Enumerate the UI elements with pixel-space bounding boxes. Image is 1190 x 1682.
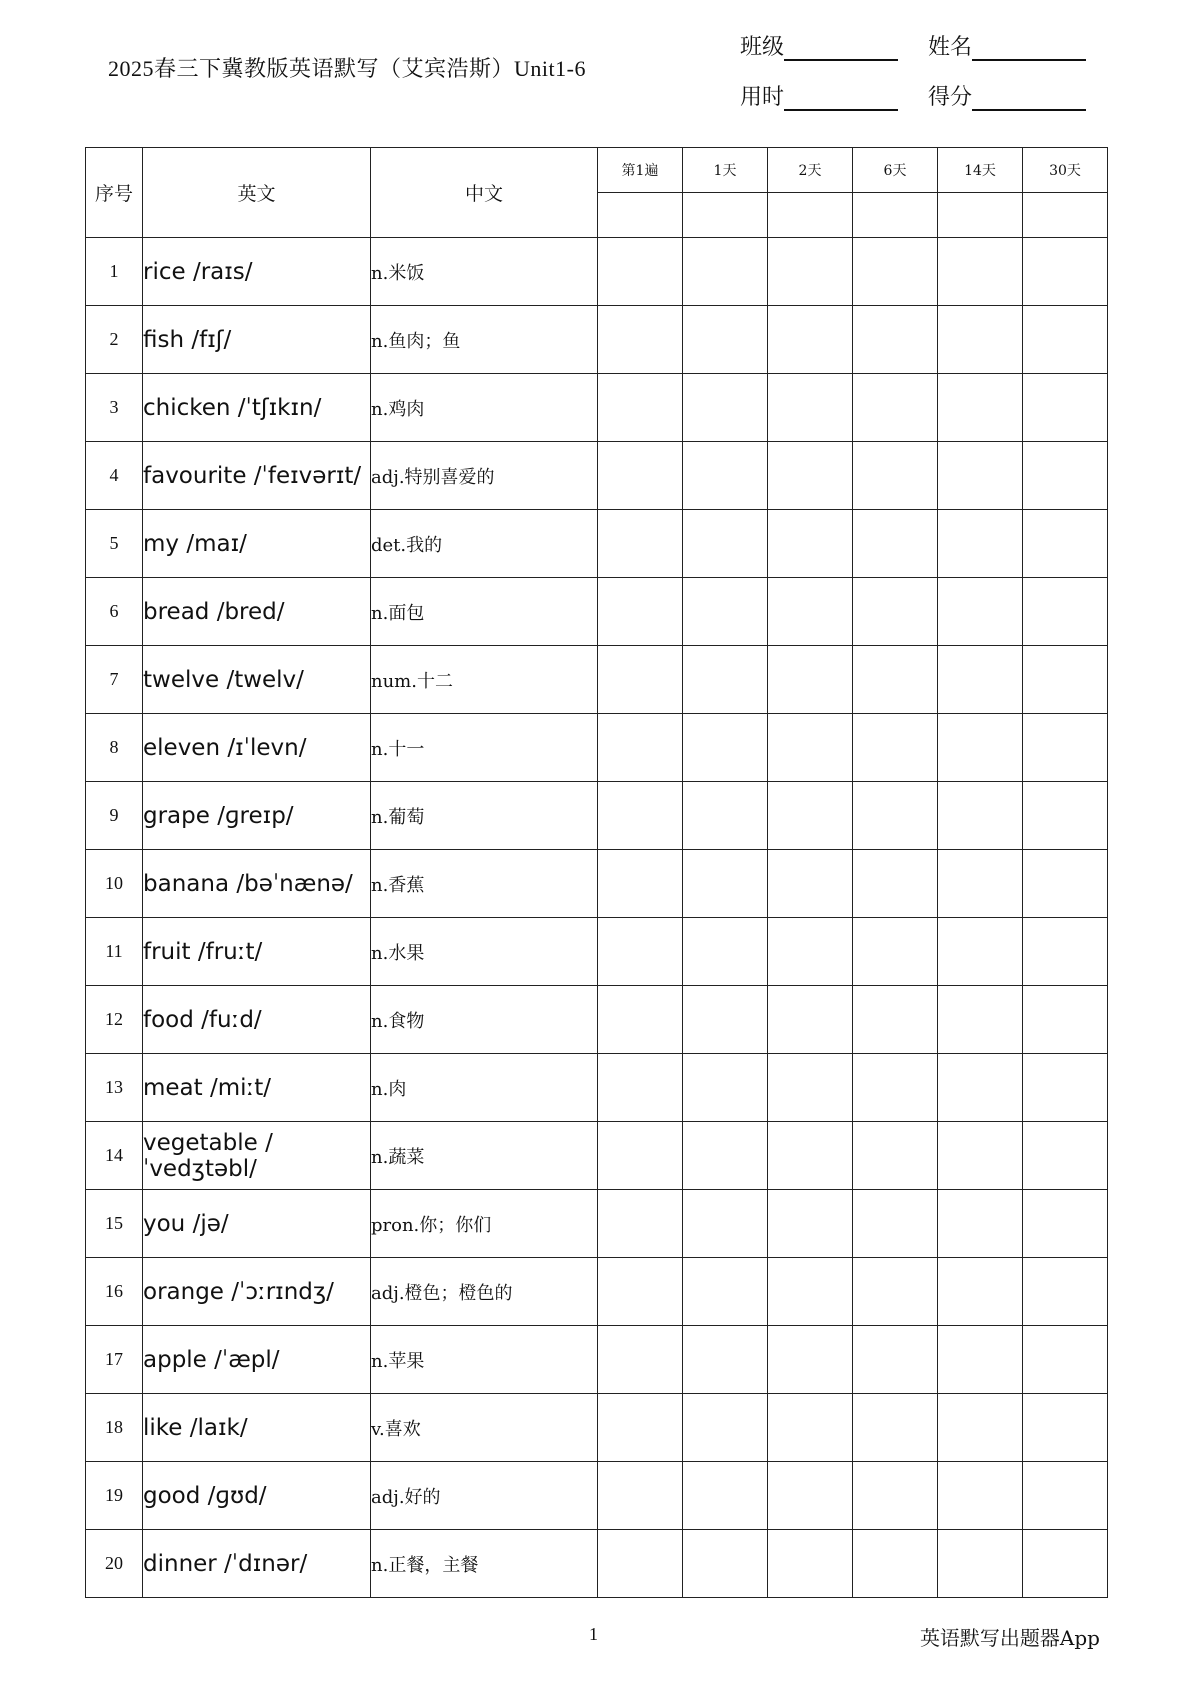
review-check-cell[interactable] xyxy=(1023,986,1108,1054)
review-check-cell[interactable] xyxy=(853,714,938,782)
english-word: my /maɪ/ xyxy=(143,510,371,578)
chinese-meaning: adj.好的 xyxy=(371,1462,598,1530)
column-header-review-5: 14天 xyxy=(938,148,1023,193)
review-check-cell[interactable] xyxy=(1023,918,1108,986)
review-check-cell[interactable] xyxy=(683,510,768,578)
review-check-cell[interactable] xyxy=(683,1394,768,1462)
row-number: 1 xyxy=(86,238,143,306)
review-check-cell[interactable] xyxy=(853,986,938,1054)
table-row xyxy=(86,1394,1108,1462)
review-check-cell[interactable] xyxy=(768,646,853,714)
review-check-cell[interactable] xyxy=(853,442,938,510)
review-check-cell[interactable] xyxy=(768,1258,853,1326)
name-label: 姓名 xyxy=(928,35,973,60)
review-check-cell[interactable] xyxy=(938,510,1023,578)
review-check-cell[interactable] xyxy=(1023,306,1108,374)
row-number: 17 xyxy=(86,1326,143,1394)
review-check-cell[interactable] xyxy=(938,1326,1023,1394)
review-check-cell[interactable] xyxy=(853,1122,938,1190)
review-check-cell[interactable] xyxy=(1023,442,1108,510)
row-number: 6 xyxy=(86,578,143,646)
row-number: 12 xyxy=(86,986,143,1054)
review-check-cell[interactable] xyxy=(853,578,938,646)
row-number: 3 xyxy=(86,374,143,442)
review-check-header-4 xyxy=(853,193,938,238)
review-check-cell[interactable] xyxy=(1023,646,1108,714)
row-number: 19 xyxy=(86,1462,143,1530)
review-check-cell[interactable] xyxy=(598,1326,683,1394)
english-word: twelve /twelv/ xyxy=(143,646,371,714)
row-number: 5 xyxy=(86,510,143,578)
english-word: chicken /ˈtʃɪkɪn/ xyxy=(143,374,371,442)
chinese-meaning: v.喜欢 xyxy=(371,1394,598,1462)
table-row xyxy=(86,782,1108,850)
table-row xyxy=(86,1122,1108,1190)
chinese-meaning: num.十二 xyxy=(371,646,598,714)
row-number: 18 xyxy=(86,1394,143,1462)
review-check-cell[interactable] xyxy=(853,918,938,986)
review-check-cell[interactable] xyxy=(683,442,768,510)
review-check-cell[interactable] xyxy=(853,1054,938,1122)
review-check-cell[interactable] xyxy=(598,1394,683,1462)
chinese-meaning: adj.橙色；橙色的 xyxy=(371,1258,598,1326)
review-check-cell[interactable] xyxy=(853,1462,938,1530)
table-row xyxy=(86,1462,1108,1530)
review-check-cell[interactable] xyxy=(683,918,768,986)
review-check-cell[interactable] xyxy=(853,1326,938,1394)
chinese-meaning: n.香蕉 xyxy=(371,850,598,918)
table-row xyxy=(86,374,1108,442)
review-check-header-1 xyxy=(598,193,683,238)
review-check-header-6 xyxy=(1023,193,1108,238)
chinese-meaning: adj.特别喜爱的 xyxy=(371,442,598,510)
review-check-cell[interactable] xyxy=(683,1326,768,1394)
english-word: you /jə/ xyxy=(143,1190,371,1258)
review-check-cell[interactable] xyxy=(938,714,1023,782)
review-check-cell[interactable] xyxy=(853,782,938,850)
table-row xyxy=(86,1326,1108,1394)
chinese-meaning: n.鱼肉；鱼 xyxy=(371,306,598,374)
review-check-cell[interactable] xyxy=(598,1054,683,1122)
review-check-cell[interactable] xyxy=(598,1122,683,1190)
review-check-cell[interactable] xyxy=(768,510,853,578)
review-check-cell[interactable] xyxy=(598,714,683,782)
table-row xyxy=(86,510,1108,578)
english-word: grape /ɡreɪp/ xyxy=(143,782,371,850)
review-check-cell[interactable] xyxy=(598,510,683,578)
english-word: favourite /ˈfeɪvərɪt/ xyxy=(143,442,371,510)
class-field xyxy=(740,30,898,61)
review-check-cell[interactable] xyxy=(1023,1462,1108,1530)
review-check-cell[interactable] xyxy=(938,578,1023,646)
review-check-cell[interactable] xyxy=(683,1122,768,1190)
chinese-meaning: det.我的 xyxy=(371,510,598,578)
review-check-cell[interactable] xyxy=(853,1258,938,1326)
chinese-meaning: pron.你；你们 xyxy=(371,1190,598,1258)
review-check-cell[interactable] xyxy=(768,1326,853,1394)
row-number: 14 xyxy=(86,1122,143,1190)
review-check-cell[interactable] xyxy=(938,306,1023,374)
chinese-meaning: n.十一 xyxy=(371,714,598,782)
table-row xyxy=(86,646,1108,714)
review-check-cell[interactable] xyxy=(938,918,1023,986)
review-check-cell[interactable] xyxy=(683,646,768,714)
review-check-cell[interactable] xyxy=(768,1462,853,1530)
score-field xyxy=(928,80,1086,111)
chinese-meaning: n.面包 xyxy=(371,578,598,646)
table-row xyxy=(86,578,1108,646)
table-row xyxy=(86,442,1108,510)
review-check-cell[interactable] xyxy=(683,1530,768,1598)
english-word: meat /miːt/ xyxy=(143,1054,371,1122)
review-check-cell[interactable] xyxy=(1023,238,1108,306)
chinese-meaning: n.食物 xyxy=(371,986,598,1054)
review-check-cell[interactable] xyxy=(768,714,853,782)
table-row xyxy=(86,238,1108,306)
review-check-cell[interactable] xyxy=(853,1394,938,1462)
review-check-cell[interactable] xyxy=(683,306,768,374)
english-word: like /laɪk/ xyxy=(143,1394,371,1462)
table-row xyxy=(86,918,1108,986)
review-check-cell[interactable] xyxy=(683,578,768,646)
english-word: vegetable /ˈvedʒtəbl/ xyxy=(143,1122,371,1190)
review-check-cell[interactable] xyxy=(598,1462,683,1530)
review-check-cell[interactable] xyxy=(768,1054,853,1122)
time-field xyxy=(740,80,898,111)
chinese-meaning: n.蔬菜 xyxy=(371,1122,598,1190)
english-word: rice /raɪs/ xyxy=(143,238,371,306)
review-check-cell[interactable] xyxy=(1023,1122,1108,1190)
row-number: 8 xyxy=(86,714,143,782)
review-check-cell[interactable] xyxy=(768,1394,853,1462)
class-label: 班级 xyxy=(740,35,785,60)
english-word: good /ɡʊd/ xyxy=(143,1462,371,1530)
row-number: 20 xyxy=(86,1530,143,1598)
chinese-meaning: n.正餐，主餐 xyxy=(371,1530,598,1598)
english-word: food /fuːd/ xyxy=(143,986,371,1054)
vocabulary-table xyxy=(85,147,1108,1598)
review-check-cell[interactable] xyxy=(598,578,683,646)
row-number: 2 xyxy=(86,306,143,374)
column-header-review-3: 2天 xyxy=(768,148,853,193)
review-check-cell[interactable] xyxy=(683,782,768,850)
name-blank-line[interactable] xyxy=(972,39,1086,61)
column-header-review-6: 30天 xyxy=(1023,148,1108,193)
table-row xyxy=(86,1054,1108,1122)
score-blank-line[interactable] xyxy=(972,89,1086,111)
review-check-cell[interactable] xyxy=(1023,1054,1108,1122)
review-check-cell[interactable] xyxy=(598,1190,683,1258)
english-word: fruit /fruːt/ xyxy=(143,918,371,986)
review-check-cell[interactable] xyxy=(1023,1326,1108,1394)
review-check-cell[interactable] xyxy=(768,986,853,1054)
review-check-cell[interactable] xyxy=(853,1190,938,1258)
row-number: 10 xyxy=(86,850,143,918)
review-check-cell[interactable] xyxy=(853,306,938,374)
review-check-cell[interactable] xyxy=(1023,850,1108,918)
review-check-cell[interactable] xyxy=(768,782,853,850)
review-check-cell[interactable] xyxy=(598,374,683,442)
review-check-cell[interactable] xyxy=(1023,1394,1108,1462)
table-row xyxy=(86,306,1108,374)
table-row xyxy=(86,714,1108,782)
review-check-cell[interactable] xyxy=(853,646,938,714)
row-number: 11 xyxy=(86,918,143,986)
review-check-cell[interactable] xyxy=(938,1394,1023,1462)
review-check-cell[interactable] xyxy=(1023,374,1108,442)
review-check-cell[interactable] xyxy=(683,1258,768,1326)
score-label: 得分 xyxy=(928,85,973,110)
review-check-cell[interactable] xyxy=(768,1190,853,1258)
review-check-cell[interactable] xyxy=(768,918,853,986)
review-check-cell[interactable] xyxy=(768,1530,853,1598)
review-check-cell[interactable] xyxy=(1023,1190,1108,1258)
review-check-cell[interactable] xyxy=(938,1530,1023,1598)
review-check-cell[interactable] xyxy=(683,1054,768,1122)
review-check-cell[interactable] xyxy=(1023,714,1108,782)
review-check-cell[interactable] xyxy=(598,986,683,1054)
row-number: 9 xyxy=(86,782,143,850)
row-number: 16 xyxy=(86,1258,143,1326)
review-check-cell[interactable] xyxy=(598,646,683,714)
brand-label: 英语默写出题器App xyxy=(919,1626,1100,1650)
review-check-cell[interactable] xyxy=(938,850,1023,918)
row-number: 15 xyxy=(86,1190,143,1258)
table-row xyxy=(86,1190,1108,1258)
review-check-cell[interactable] xyxy=(598,918,683,986)
review-check-cell[interactable] xyxy=(938,782,1023,850)
review-check-cell[interactable] xyxy=(938,986,1023,1054)
english-word: dinner /ˈdɪnər/ xyxy=(143,1530,371,1598)
review-check-cell[interactable] xyxy=(853,1530,938,1598)
review-check-header-5 xyxy=(938,193,1023,238)
review-check-cell[interactable] xyxy=(1023,578,1108,646)
review-check-cell[interactable] xyxy=(938,1258,1023,1326)
table-row xyxy=(86,986,1108,1054)
review-check-cell[interactable] xyxy=(938,374,1023,442)
review-check-cell[interactable] xyxy=(768,238,853,306)
column-header-review-2: 1天 xyxy=(683,148,768,193)
english-word: orange /ˈɔːrɪndʒ/ xyxy=(143,1258,371,1326)
review-check-cell[interactable] xyxy=(598,238,683,306)
review-check-cell[interactable] xyxy=(598,850,683,918)
column-header-number: 序号 xyxy=(86,148,143,238)
time-blank-line[interactable] xyxy=(784,89,898,111)
review-check-cell[interactable] xyxy=(598,1258,683,1326)
table-row xyxy=(86,850,1108,918)
review-check-cell[interactable] xyxy=(938,1190,1023,1258)
page-number: 1 xyxy=(589,1624,598,1644)
review-check-cell[interactable] xyxy=(768,850,853,918)
column-header-review-1: 第1遍 xyxy=(598,148,683,193)
english-word: fish /fɪʃ/ xyxy=(143,306,371,374)
review-check-cell[interactable] xyxy=(768,442,853,510)
english-word: banana /bəˈnænə/ xyxy=(143,850,371,918)
column-header-review-4: 6天 xyxy=(853,148,938,193)
chinese-meaning: n.肉 xyxy=(371,1054,598,1122)
name-field xyxy=(928,30,1086,61)
english-word: apple /ˈæpl/ xyxy=(143,1326,371,1394)
english-word: eleven /ɪˈlevn/ xyxy=(143,714,371,782)
chinese-meaning: n.水果 xyxy=(371,918,598,986)
review-check-cell[interactable] xyxy=(768,374,853,442)
chinese-meaning: n.米饭 xyxy=(371,238,598,306)
review-check-cell[interactable] xyxy=(853,374,938,442)
review-check-cell[interactable] xyxy=(683,986,768,1054)
review-check-cell[interactable] xyxy=(598,306,683,374)
review-check-cell[interactable] xyxy=(938,646,1023,714)
review-check-cell[interactable] xyxy=(1023,782,1108,850)
chinese-meaning: n.葡萄 xyxy=(371,782,598,850)
review-check-cell[interactable] xyxy=(938,442,1023,510)
review-check-header-2 xyxy=(683,193,768,238)
review-check-cell[interactable] xyxy=(1023,510,1108,578)
review-check-cell[interactable] xyxy=(683,1462,768,1530)
review-check-cell[interactable] xyxy=(768,578,853,646)
review-check-cell[interactable] xyxy=(853,850,938,918)
review-check-cell[interactable] xyxy=(598,782,683,850)
review-check-cell[interactable] xyxy=(683,850,768,918)
class-blank-line[interactable] xyxy=(784,39,898,61)
column-header-chinese: 中文 xyxy=(371,148,598,238)
review-check-cell[interactable] xyxy=(938,238,1023,306)
vocabulary-rows xyxy=(86,238,1108,1598)
worksheet-title: 2025春三下冀教版英语默写（艾宾浩斯）Unit1-6 xyxy=(108,56,586,81)
review-check-cell[interactable] xyxy=(1023,1258,1108,1326)
column-header-english: 英文 xyxy=(143,148,371,238)
review-check-cell[interactable] xyxy=(768,306,853,374)
review-check-cell[interactable] xyxy=(683,714,768,782)
review-check-cell[interactable] xyxy=(938,1054,1023,1122)
review-check-cell[interactable] xyxy=(938,1462,1023,1530)
chinese-meaning: n.鸡肉 xyxy=(371,374,598,442)
row-number: 7 xyxy=(86,646,143,714)
time-label: 用时 xyxy=(740,85,785,110)
review-check-cell[interactable] xyxy=(683,238,768,306)
table-row xyxy=(86,1530,1108,1598)
row-number: 13 xyxy=(86,1054,143,1122)
row-number: 4 xyxy=(86,442,143,510)
review-check-cell[interactable] xyxy=(938,1122,1023,1190)
review-check-cell[interactable] xyxy=(598,442,683,510)
review-check-header-3 xyxy=(768,193,853,238)
review-check-cell[interactable] xyxy=(853,510,938,578)
review-check-cell[interactable] xyxy=(1023,1530,1108,1598)
english-word: bread /bred/ xyxy=(143,578,371,646)
review-check-cell[interactable] xyxy=(853,238,938,306)
review-check-cell[interactable] xyxy=(768,1122,853,1190)
review-check-cell[interactable] xyxy=(683,1190,768,1258)
review-check-cell[interactable] xyxy=(683,374,768,442)
review-check-cell[interactable] xyxy=(598,1530,683,1598)
chinese-meaning: n.苹果 xyxy=(371,1326,598,1394)
table-row xyxy=(86,1258,1108,1326)
